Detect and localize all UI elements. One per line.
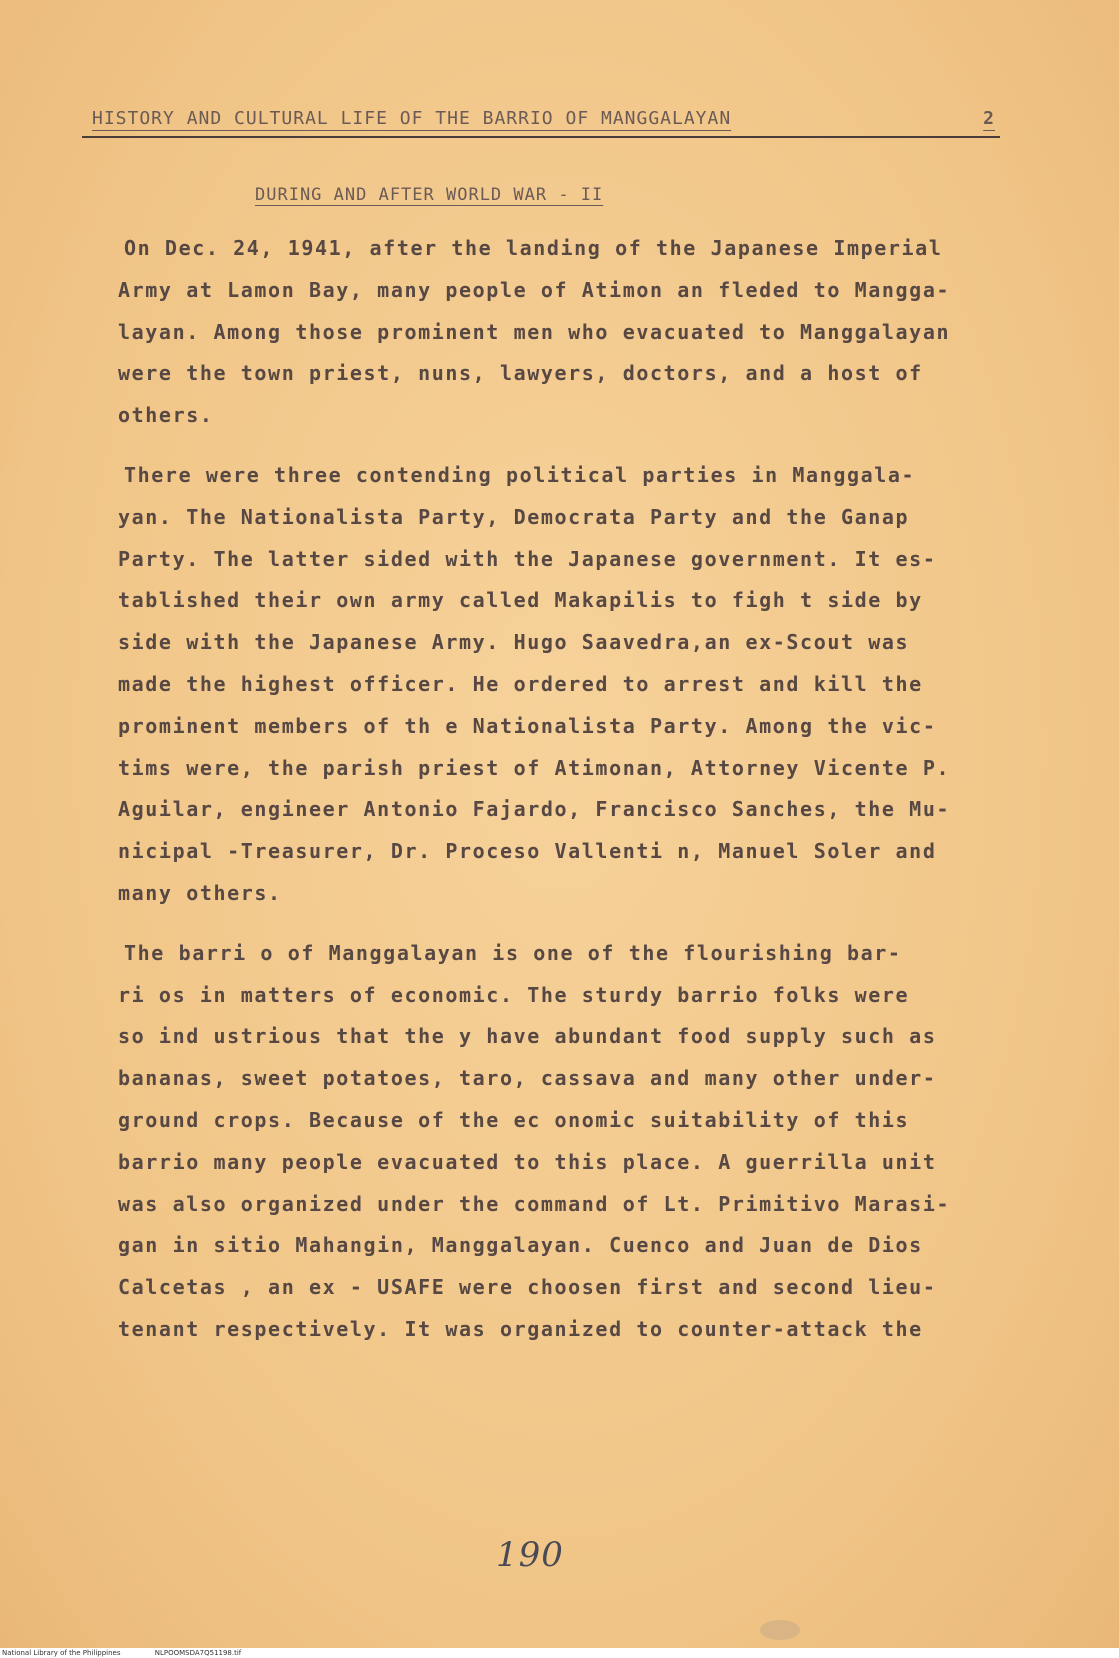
text-line: layan. Among those prominent men who evacuated to Manggalayan: [118, 319, 951, 344]
text-line: There were three contending political parties in Manggala-: [124, 462, 916, 487]
text-line: side with the Japanese Army. Hugo Saavedra,an ex-Scout was: [118, 630, 910, 655]
text-line: were the town priest, nuns, lawyers, doctors, and a host of: [118, 361, 923, 386]
running-header: [92, 108, 997, 129]
text-line: tablished their own army called Makapilis to figh t side by: [118, 588, 923, 613]
text-line: nicipal -Treasurer, Dr. Proceso Vallenti n, Manuel Soler and: [118, 839, 937, 864]
section-title: DURING AND AFTER WORLD WAR - II: [255, 185, 604, 205]
text-line: tenant respectively. It was organized to counter-attack the: [118, 1316, 923, 1341]
text-line: many others.: [118, 880, 282, 905]
text-line: Party. The latter sided with the Japanese government. It es-: [118, 546, 937, 571]
text-line: gan in sitio Mahangin, Manggalayan. Cuenco and Juan de Dios: [118, 1233, 923, 1258]
text-line: bananas, sweet potatoes, taro, cassava and many other under-: [118, 1066, 937, 1091]
body-text: [118, 228, 1018, 1351]
handwritten-page-number: 190: [496, 1535, 564, 1575]
header-rule: [82, 136, 1000, 138]
text-line: ri os in matters of economic. The sturdy barrio folks were: [118, 982, 910, 1007]
footer-library: National Library of the Philippines: [2, 1649, 121, 1657]
text-line: others.: [118, 403, 214, 428]
text-line: so ind ustrious that the y have abundant food supply such as: [118, 1024, 937, 1049]
text-line: Army at Lamon Bay, many people of Atimon an fleded to Mangga-: [118, 277, 951, 302]
footer-file-id: NLPOOMSDA7Q51198.tif: [154, 1649, 242, 1657]
text-line: Aguilar, engineer Antonio Fajardo, Francisco Sanches, the Mu-: [118, 797, 951, 822]
text-line: ground crops. Because of the ec onomic suitability of this: [118, 1107, 910, 1132]
text-line: The barri o of Manggalayan is one of the flourishing bar-: [124, 940, 902, 965]
text-line: On Dec. 24, 1941, after the landing of the Japanese Imperial: [124, 236, 943, 260]
text-line: prominent members of th e Nationalista Party. Among the vic-: [118, 713, 937, 738]
text-line: made the highest officer. He ordered to arrest and kill the: [118, 671, 923, 696]
running-header-title: HISTORY AND CULTURAL LIFE OF THE BARRIO OF MANGGALAYAN: [92, 108, 732, 129]
header-page-number: 2: [983, 108, 995, 129]
text-line: barrio many people evacuated to this place. A guerrilla unit: [118, 1149, 937, 1174]
text-line: Calcetas , an ex - USAFE were choosen first and second lieu-: [118, 1275, 937, 1300]
scan-footer: [0, 1648, 1119, 1658]
text-line: was also organized under the command of Lt. Primitivo Marasi-: [118, 1191, 951, 1216]
text-line: tims were, the parish priest of Atimonan, Attorney Vicente P.: [118, 755, 951, 780]
text-line: yan. The Nationalista Party, Democrata Party and the Ganap: [118, 504, 910, 529]
ink-smudge: [760, 1620, 800, 1640]
